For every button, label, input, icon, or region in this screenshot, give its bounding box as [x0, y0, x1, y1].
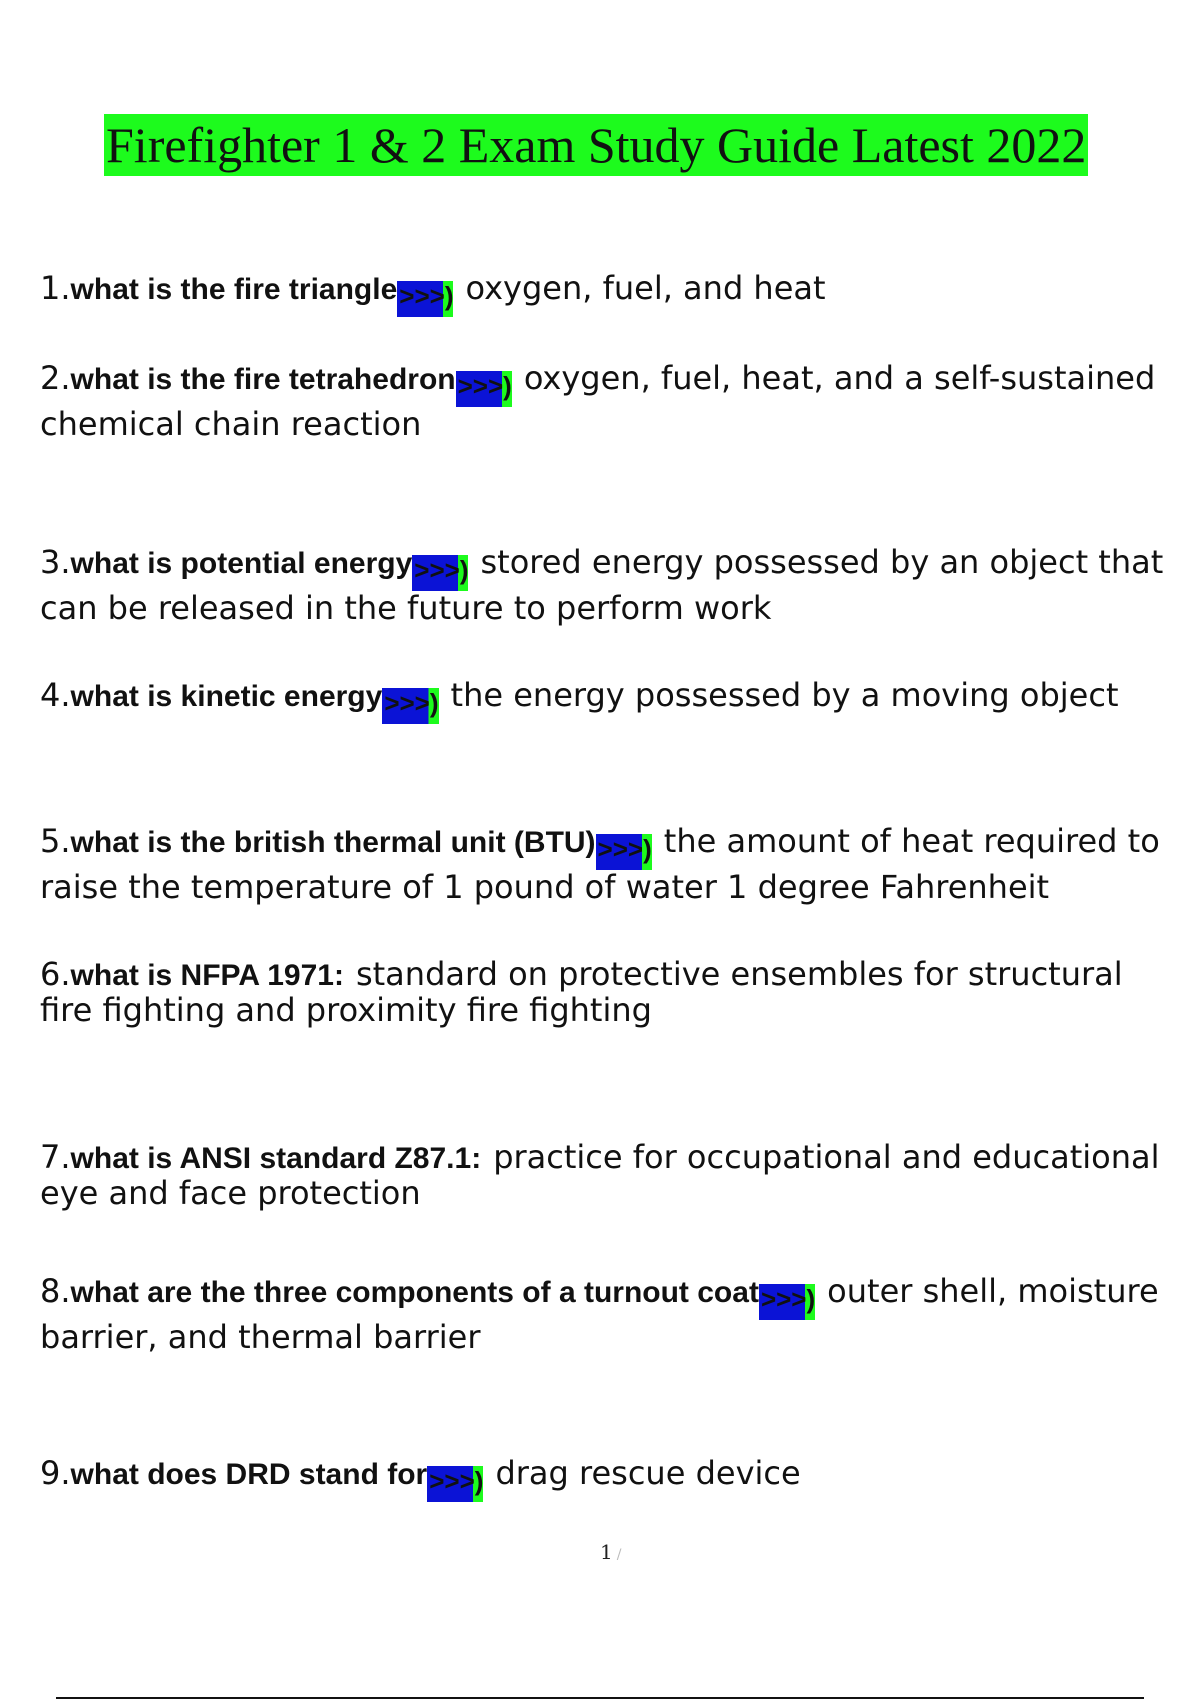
item-answer: standard on protective ensembles for structural fire fighting and proximity fire fighting — [40, 955, 1123, 1029]
item-question: what does DRD stand for — [70, 1458, 428, 1491]
item-answer: oxygen, fuel, heat, and a self-sustained chemical chain reaction — [40, 359, 1156, 443]
list-item — [40, 361, 1180, 442]
answer-marker: >>>) — [456, 371, 512, 407]
item-answer: stored energy possessed by an object that can be released in the future to perform work — [40, 543, 1164, 627]
item-number: 6. — [40, 955, 71, 993]
item-question: what are the three components of a turnout coat — [70, 1276, 759, 1309]
answer-marker: >>>) — [427, 1466, 483, 1502]
item-number: 1. — [40, 269, 71, 307]
list-item — [40, 824, 1180, 905]
item-question: what is ANSI standard Z87.1: — [70, 1142, 482, 1175]
answer-marker: >>>) — [397, 281, 453, 317]
item-question: what is potential energy — [70, 547, 413, 580]
list-item — [40, 1456, 1180, 1502]
answer-marker: >>>) — [382, 688, 438, 724]
page-number-value: 1 — [600, 1540, 613, 1564]
item-number: 4. — [40, 676, 71, 714]
item-answer: oxygen, fuel, and heat — [465, 269, 826, 307]
item-answer: practice for occupational and educational eye and face protection — [40, 1138, 1160, 1212]
footer-divider — [56, 1697, 1144, 1699]
item-answer: the energy possessed by a moving object — [450, 676, 1119, 714]
item-number: 3. — [40, 543, 71, 581]
item-question: what is NFPA 1971: — [70, 959, 344, 992]
answer-marker: >>>) — [412, 555, 468, 591]
page-title: Firefighter 1 & 2 Exam Study Guide Latest 2022 — [104, 114, 1088, 176]
item-question: what is kinetic energy — [70, 680, 383, 713]
list-item — [40, 271, 1180, 317]
list-item — [40, 957, 1180, 1028]
answer-marker: >>>) — [596, 834, 652, 870]
list-item — [40, 1274, 1180, 1355]
item-number: 8. — [40, 1272, 71, 1310]
answer-marker: >>>) — [759, 1284, 815, 1320]
item-question: what is the fire tetrahedron — [70, 363, 456, 396]
item-number: 9. — [40, 1454, 71, 1492]
list-item — [40, 678, 1180, 724]
page-number — [600, 1540, 621, 1564]
item-number: 5. — [40, 822, 71, 860]
item-answer: outer shell, moisture barrier, and thermal barrier — [40, 1272, 1159, 1356]
item-question: what is the british thermal unit (BTU) — [70, 826, 596, 859]
item-number: 7. — [40, 1138, 71, 1176]
list-item — [40, 1140, 1180, 1211]
item-question: what is the fire triangle — [70, 273, 398, 306]
list-item — [40, 545, 1180, 626]
item-number: 2. — [40, 359, 71, 397]
item-answer: the amount of heat required to raise the temperature of 1 pound of water 1 degree Fahrenheit — [40, 822, 1160, 906]
page-number-separator: / — [616, 1547, 622, 1563]
item-answer: drag rescue device — [495, 1454, 801, 1492]
